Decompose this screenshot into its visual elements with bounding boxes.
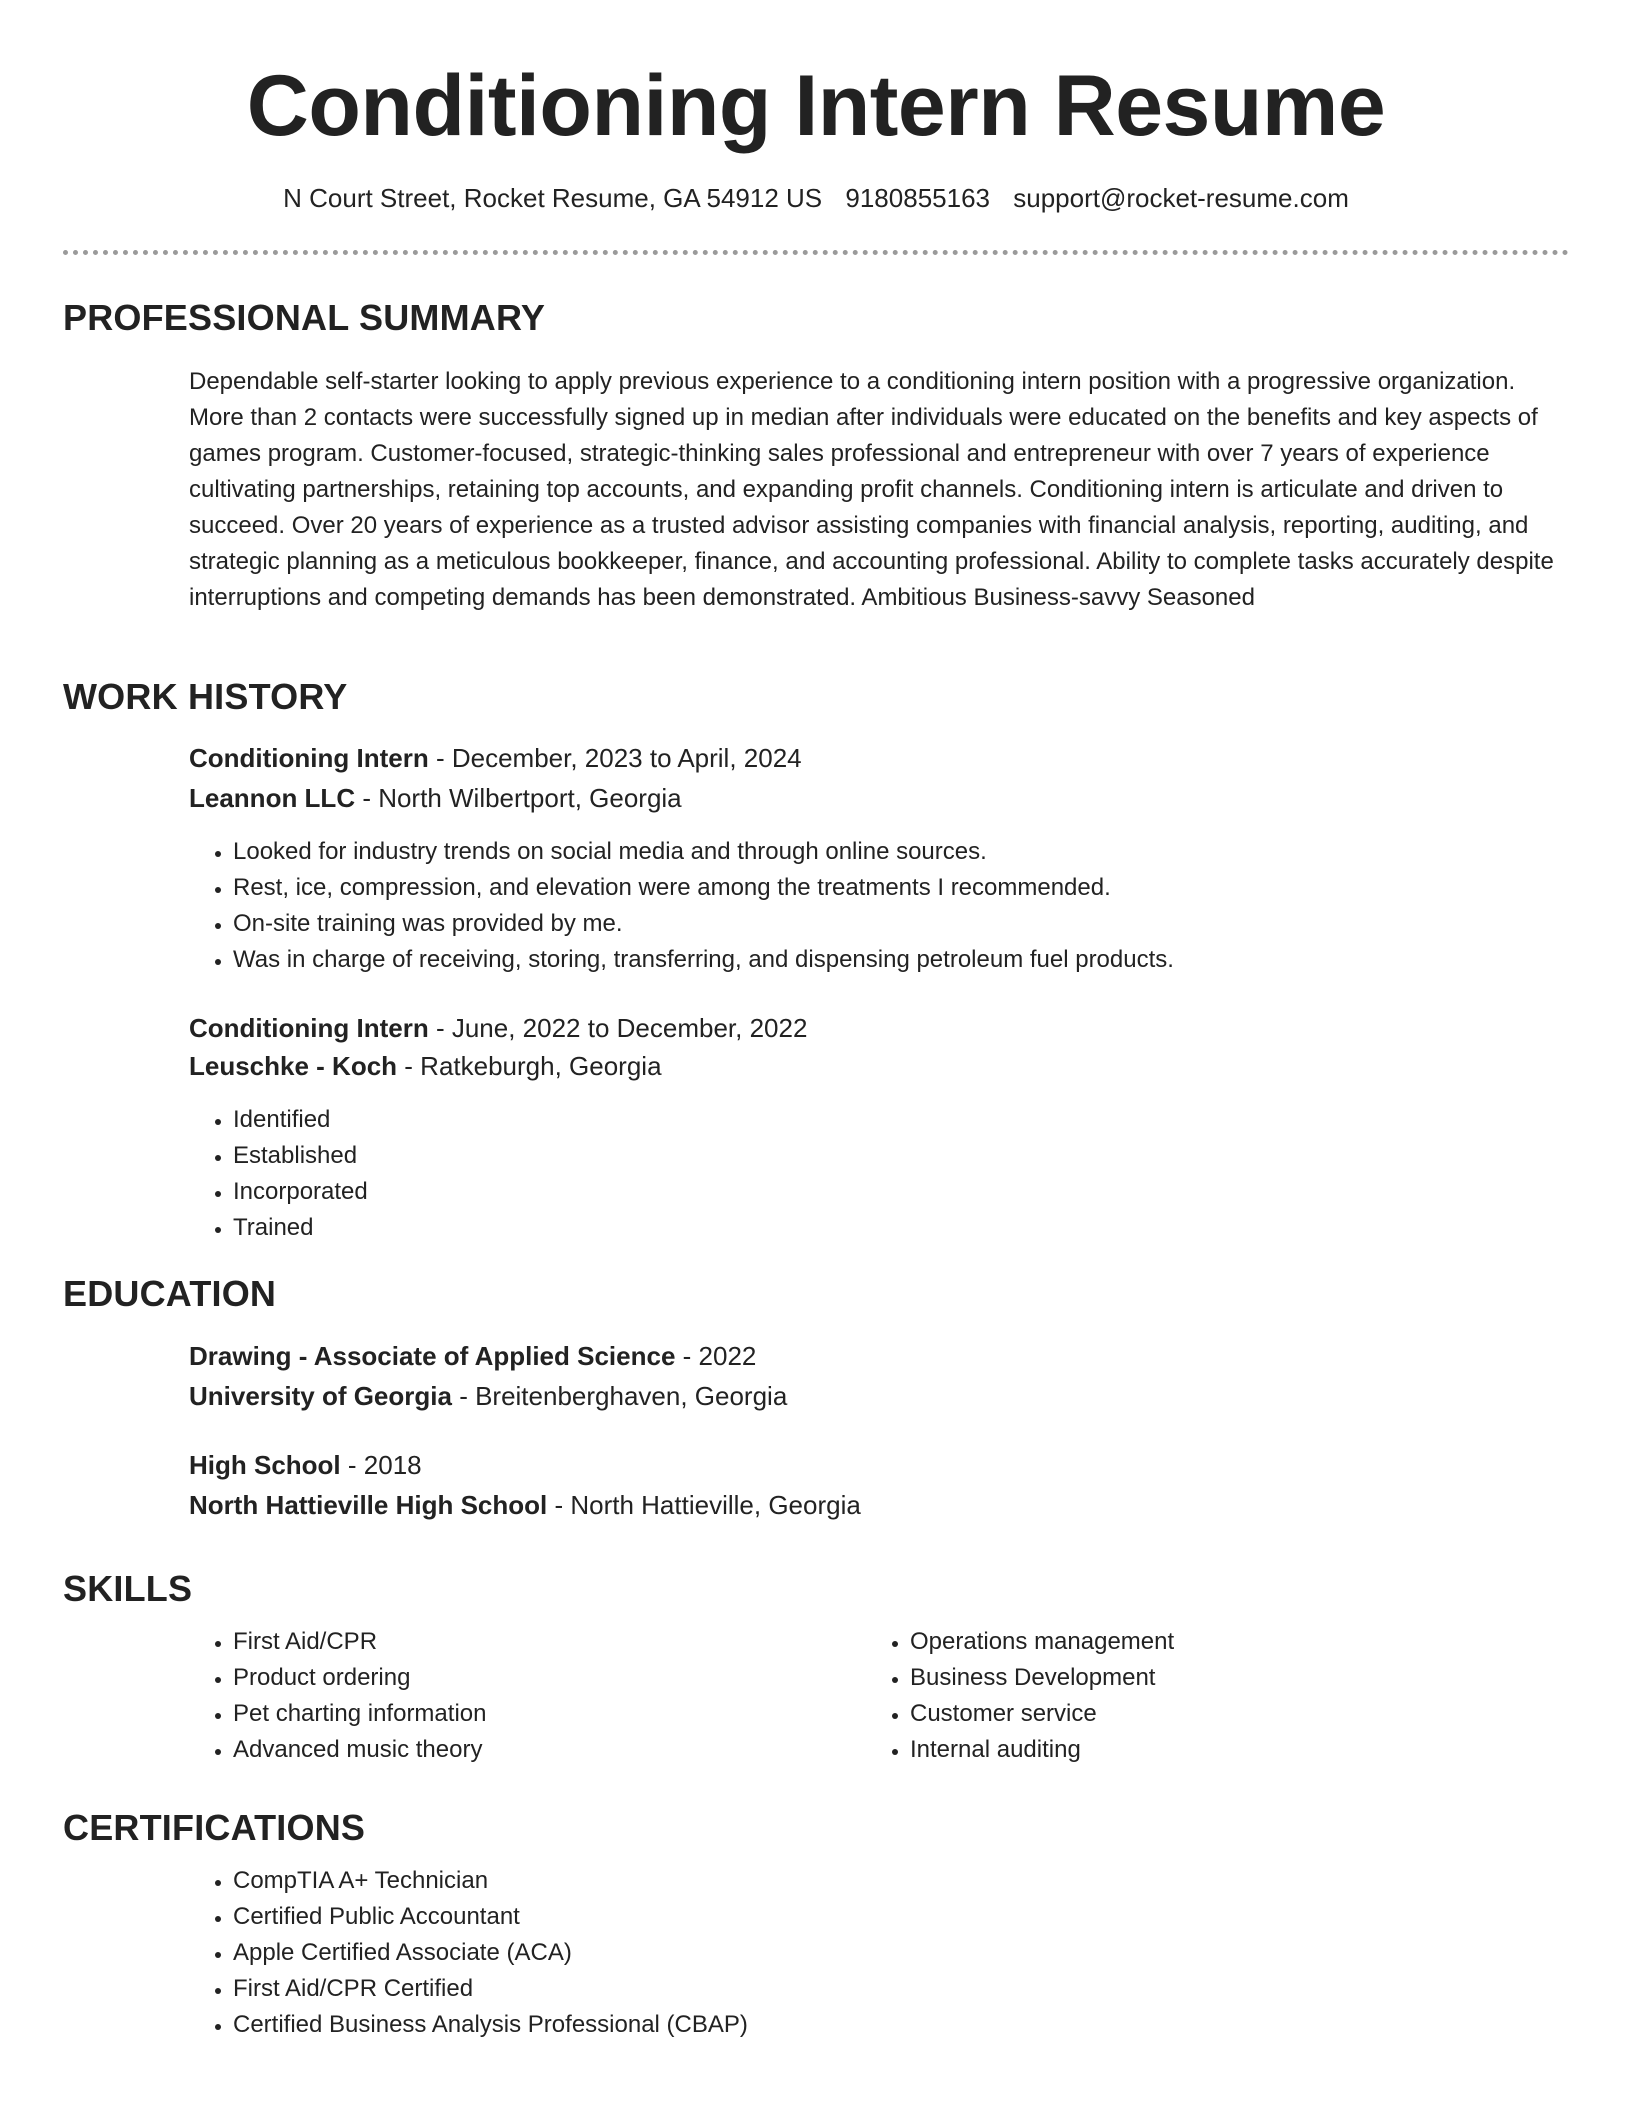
list-item: • Trained (233, 1210, 368, 1246)
education-1-school: University of Georgia (189, 1381, 452, 1411)
job-2-bullets (189, 1102, 368, 1246)
job-2-title: Conditioning Intern (189, 1013, 429, 1043)
list-item: • Operations management (910, 1624, 1174, 1660)
contact-address: N Court Street, Rocket Resume, GA 54912 US (283, 183, 823, 213)
list-item: • First Aid/CPR Certified (233, 1971, 748, 2007)
header-divider (63, 250, 1569, 255)
education-1-degree: Drawing - Associate of Applied Science (189, 1341, 676, 1371)
list-item: • Advanced music theory (233, 1732, 486, 1768)
list-item: • Identified (233, 1102, 368, 1138)
list-item: • First Aid/CPR (233, 1624, 486, 1660)
education-1-degree-line (189, 1338, 756, 1374)
work-history-heading: WORK HISTORY (63, 676, 348, 717)
list-item: • Product ordering (233, 1660, 486, 1696)
education-heading: EDUCATION (63, 1273, 277, 1314)
list-item: • Pet charting information (233, 1696, 486, 1732)
job-1-title-line (189, 740, 802, 776)
list-item: • Rest, ice, compression, and elevation were among the treatments I recommended. (233, 870, 1174, 906)
job-2-company-line (189, 1048, 662, 1084)
education-2-school: North Hattieville High School (189, 1490, 548, 1520)
contact-line (0, 180, 1632, 216)
skills-heading: SKILLS (63, 1568, 193, 1609)
list-item: • Certified Business Analysis Professional (CBAP) (233, 2007, 748, 2043)
list-item: • Internal auditing (910, 1732, 1174, 1768)
list-item: • CompTIA A+ Technician (233, 1863, 748, 1899)
education-2-degree-line (189, 1447, 422, 1483)
job-1-location: - North Wilbertport, Georgia (355, 783, 682, 813)
skills-right-list (866, 1624, 1174, 1768)
job-2-location: - Ratkeburgh, Georgia (397, 1051, 662, 1081)
list-item: • Incorporated (233, 1174, 368, 1210)
list-item: • Established (233, 1138, 368, 1174)
job-2-title-line (189, 1010, 807, 1046)
list-item: • Certified Public Accountant (233, 1899, 748, 1935)
contact-email: support@rocket-resume.com (1013, 183, 1349, 213)
summary-heading: PROFESSIONAL SUMMARY (63, 297, 546, 338)
list-item: • Apple Certified Associate (ACA) (233, 1935, 748, 1971)
contact-phone: 9180855163 (845, 183, 990, 213)
job-1-bullets (189, 834, 1174, 978)
list-item: • Customer service (910, 1696, 1174, 1732)
education-2-year: - 2018 (340, 1450, 422, 1480)
job-1-company: Leannon LLC (189, 783, 356, 813)
education-1-year: - 2022 (675, 1341, 757, 1371)
list-item: • On-site training was provided by me. (233, 906, 1174, 942)
job-1-title: Conditioning Intern (189, 743, 429, 773)
education-2-degree: High School (189, 1450, 341, 1480)
certifications-heading: CERTIFICATIONS (63, 1807, 366, 1848)
list-item: • Was in charge of receiving, storing, transferring, and dispensing petroleum fuel products. (233, 942, 1174, 978)
certifications-list (189, 1863, 748, 2043)
education-2-location: - North Hattieville, Georgia (547, 1490, 861, 1520)
list-item: • Business Development (910, 1660, 1174, 1696)
education-2-school-line (189, 1487, 861, 1523)
education-1-location: - Breitenberghaven, Georgia (451, 1381, 788, 1411)
resume-title: Conditioning Intern Resume (246, 58, 1386, 154)
job-2-dates: - June, 2022 to December, 2022 (428, 1013, 808, 1043)
skills-left-list (189, 1624, 486, 1768)
job-1-dates: - December, 2023 to April, 2024 (428, 743, 802, 773)
job-2-company: Leuschke - Koch (189, 1051, 398, 1081)
education-1-school-line (189, 1378, 787, 1414)
summary-text: Dependable self-starter looking to apply previous experience to a conditioning intern position with a progressive organization. More than 2 contacts were successfully signed up in median after individuals were educated on the benefits and key aspects of games program. Customer-focused, strategic-thinking sales professional and entrepreneur with over 7 years of experience cultivating partnerships, retaining top accounts, and expanding profit channels. Conditioning intern is articulate and driven to succeed. Over 20 years of experience as a trusted advisor assisting companies with financial analysis, reporting, auditing, and strategic planning as a meticulous bookkeeper, finance, and accounting professional. Ability to complete tasks accurately despite interruptions and competing demands has been demonstrated. Ambitious Business-savvy Seasoned (189, 368, 1554, 611)
job-1-company-line (189, 780, 682, 816)
list-item: • Looked for industry trends on social media and through online sources. (233, 834, 1174, 870)
